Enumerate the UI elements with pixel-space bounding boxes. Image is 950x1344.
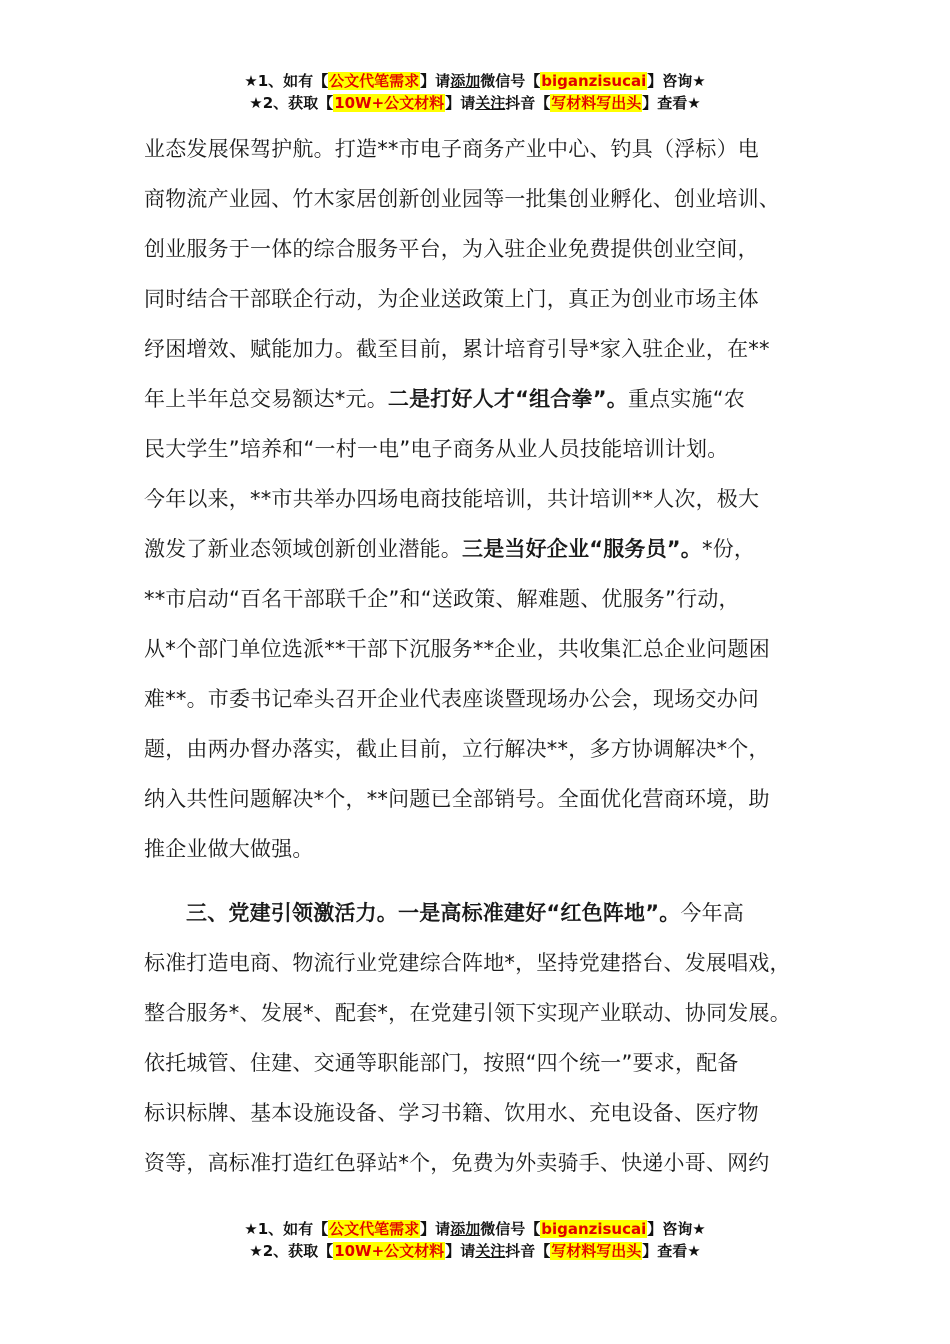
text-line: 依托城管、住建、交通等职能部门，按照“四个统一”要求，配备 bbox=[144, 1051, 739, 1075]
text-line bbox=[144, 374, 844, 424]
banner-underline: 关注 bbox=[475, 1242, 506, 1260]
banner-text: 】请 bbox=[420, 72, 451, 90]
banner-highlight: 10W+公文材料 bbox=[334, 94, 445, 112]
text-run: *份， bbox=[702, 537, 756, 561]
banner-text: 】咨询★ bbox=[647, 1220, 706, 1238]
banner-text: 抖音【 bbox=[505, 94, 551, 112]
bold-heading: 二是打好人才“组合拳”。 bbox=[387, 387, 628, 411]
text-line: 标准打造电商、物流行业党建综合阵地*，坚持党建搭台、发展唱戏， bbox=[144, 951, 791, 975]
text-line: 难**。市委书记牵头召开企业代表座谈暨现场办公会，现场交办问 bbox=[144, 687, 759, 711]
bold-heading: 三是当好企业“服务员”。 bbox=[462, 537, 703, 561]
text-line: 创业服务于一体的综合服务平台，为入驻企业免费提供创业空间， bbox=[144, 237, 759, 261]
footer-banner bbox=[0, 1218, 950, 1262]
text-line: 标识标牌、基本设施设备、学习书籍、饮用水、充电设备、医疗物 bbox=[144, 1101, 759, 1125]
text-line: 资等，高标准打造红色驿站*个，免费为外卖骑手、快递小哥、网约 bbox=[144, 1151, 770, 1175]
paragraph-gap bbox=[144, 874, 844, 888]
banner-text: ★2、获取【 bbox=[249, 1242, 334, 1260]
text-line: 同时结合干部联企行动，为企业送政策上门，真正为创业市场主体 bbox=[144, 287, 759, 311]
text-line bbox=[144, 888, 844, 938]
text-line: 推企业做大做强。 bbox=[144, 837, 314, 861]
banner-text: ★2、获取【 bbox=[249, 94, 334, 112]
text-line: 商物流产业园、竹木家居创新创业园等一批集创业孵化、创业培训、 bbox=[144, 187, 780, 211]
text-run: 年上半年总交易额达*元。 bbox=[144, 387, 388, 411]
banner-underline: 添加 bbox=[450, 1220, 481, 1238]
text-line: 从*个部门单位选派**干部下沉服务**企业，共收集汇总企业问题困 bbox=[144, 637, 770, 661]
text-run: 今年高 bbox=[680, 901, 745, 925]
text-line: 纳入共性问题解决*个，**问题已全部销号。全面优化营商环境，助 bbox=[144, 787, 770, 811]
banner-line-1 bbox=[0, 1218, 950, 1240]
banner-highlight: 公文代笔需求 bbox=[329, 72, 420, 90]
header-banner bbox=[0, 70, 950, 114]
banner-text: ★1、如有【 bbox=[244, 72, 329, 90]
banner-highlight: biganzisucai bbox=[541, 1220, 647, 1238]
banner-highlight: biganzisucai bbox=[541, 72, 647, 90]
banner-text: 微信号【 bbox=[480, 1220, 541, 1238]
text-line: 今年以来，**市共举办四场电商技能培训，共计培训**人次，极大 bbox=[144, 487, 760, 511]
text-line: 业态发展保驾护航。打造**市电子商务产业中心、钓具（浮标）电 bbox=[144, 137, 759, 161]
banner-highlight: 写材料写出头 bbox=[551, 1242, 642, 1260]
banner-highlight: 公文代笔需求 bbox=[329, 1220, 420, 1238]
text-run: 激发了新业态领域创新创业潜能。 bbox=[144, 537, 462, 561]
text-line: 民大学生”培养和“一村一电”电子商务从业人员技能培训计划。 bbox=[144, 437, 729, 461]
banner-underline: 添加 bbox=[450, 72, 481, 90]
document-body bbox=[144, 124, 844, 1188]
banner-text: 】查看★ bbox=[642, 1242, 701, 1260]
banner-text: 抖音【 bbox=[505, 1242, 551, 1260]
banner-highlight: 写材料写出头 bbox=[551, 94, 642, 112]
banner-highlight: 10W+公文材料 bbox=[334, 1242, 445, 1260]
banner-text: 】查看★ bbox=[642, 94, 701, 112]
banner-text: 】请 bbox=[445, 1242, 476, 1260]
text-run: 重点实施“农 bbox=[627, 387, 746, 411]
text-line: 整合服务*、发展*、配套*，在党建引领下实现产业联动、协同发展。 bbox=[144, 1001, 791, 1025]
banner-text: 】咨询★ bbox=[647, 72, 706, 90]
banner-text: ★1、如有【 bbox=[244, 1220, 329, 1238]
banner-underline: 关注 bbox=[475, 94, 506, 112]
text-line: 纾困增效、赋能加力。截至目前，累计培育引导*家入驻企业，在** bbox=[144, 337, 770, 361]
text-line: **市启动“百名干部联千企”和“送政策、解难题、优服务”行动， bbox=[144, 587, 740, 611]
banner-text: 】请 bbox=[420, 1220, 451, 1238]
bold-heading: 三、党建引领激活力。一是高标准建好“红色阵地”。 bbox=[186, 901, 681, 925]
banner-text: 】请 bbox=[445, 94, 476, 112]
text-line bbox=[144, 524, 844, 574]
banner-text: 微信号【 bbox=[480, 72, 541, 90]
text-line: 题，由两办督办落实，截止目前，立行解决**，多方协调解决*个， bbox=[144, 737, 770, 761]
banner-line-1 bbox=[0, 70, 950, 92]
banner-line-2 bbox=[0, 92, 950, 114]
banner-line-2 bbox=[0, 1240, 950, 1262]
